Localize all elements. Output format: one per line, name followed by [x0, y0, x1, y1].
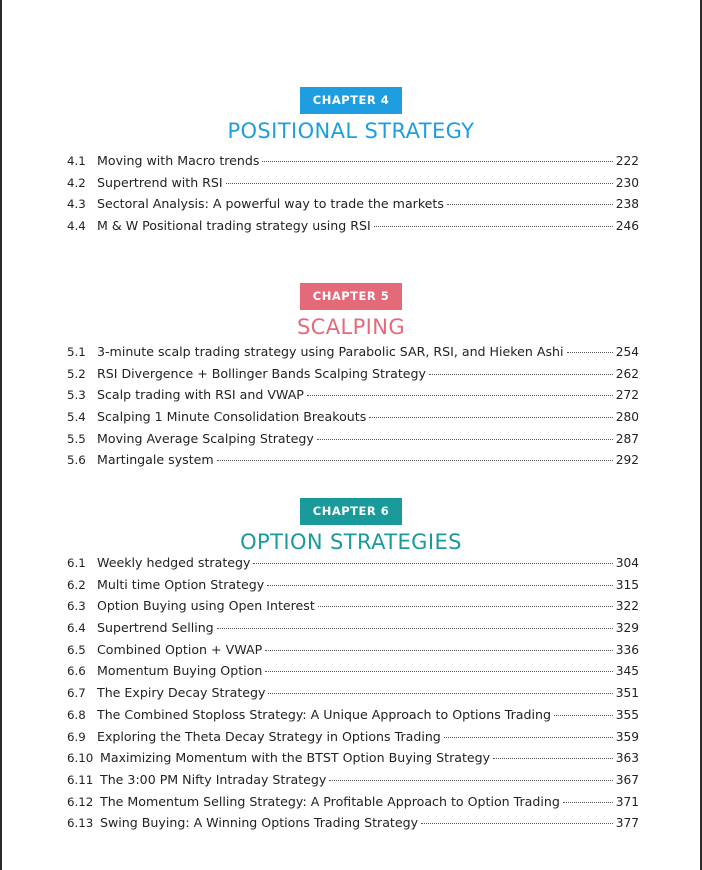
toc-entry-page: 336	[615, 642, 639, 657]
dot-leader	[226, 183, 613, 184]
toc-entry-number: 6.7	[67, 686, 86, 701]
toc-entry-number: 6.8	[67, 707, 86, 722]
toc-entry-number: 6.3	[67, 599, 86, 614]
dot-leader	[374, 226, 613, 227]
toc-entry-title: Weekly hedged strategy	[97, 555, 251, 570]
toc-entry-title: Combined Option + VWAP	[97, 641, 263, 657]
dot-leader	[329, 780, 612, 781]
toc-entry-number: 4.2	[67, 175, 86, 190]
chapter-5-title: SCALPING	[296, 315, 406, 339]
toc-entry-title: Momentum Buying Option	[97, 663, 263, 679]
toc-entry	[67, 750, 639, 772]
dot-leader	[317, 439, 613, 440]
toc-entry-page: 262	[615, 366, 639, 381]
dot-leader	[265, 671, 612, 672]
toc-entry-page: 371	[615, 794, 639, 809]
dot-leader	[444, 737, 613, 738]
chapter-6-title: OPTION STRATEGIES	[240, 530, 462, 554]
toc-entry-number: 6.12	[67, 794, 94, 809]
toc-entry-title: Moving with Macro trends	[97, 153, 260, 168]
toc-entry-number: 4.1	[67, 154, 86, 168]
toc-entry-number: 6.4	[67, 621, 86, 636]
toc-entry-title: The Expiry Decay Strategy	[97, 685, 266, 701]
dot-leader	[217, 628, 613, 629]
toc-entry-number: 4.3	[67, 197, 86, 212]
toc-entry-title: Moving Average Scalping Strategy	[97, 430, 314, 446]
toc-entry-number: 6.9	[67, 729, 86, 744]
toc-entry-page: 315	[615, 577, 639, 592]
dot-leader	[429, 374, 613, 375]
chapter-6-section	[0, 498, 702, 555]
toc-entry-title: Multi time Option Strategy	[97, 576, 265, 592]
dot-leader	[253, 563, 612, 564]
toc-entry-number: 5.3	[67, 388, 86, 403]
toc-entry	[67, 153, 639, 175]
toc-entry-page: 292	[615, 453, 639, 468]
toc-entry-number: 6.10	[67, 751, 94, 766]
toc-entry-page: 280	[615, 410, 639, 425]
dot-leader	[447, 204, 613, 205]
toc-entry-number: 5.4	[67, 410, 86, 425]
dot-leader	[493, 758, 613, 759]
chapter-4-toc	[67, 153, 639, 240]
toc-entry	[67, 642, 639, 664]
toc-entry	[67, 431, 639, 453]
toc-entry-number: 5.1	[67, 345, 86, 359]
toc-entry	[67, 577, 639, 599]
toc-entry-page: 322	[615, 599, 639, 614]
toc-entry-number: 6.6	[67, 664, 86, 679]
toc-entry-page: 304	[615, 556, 639, 570]
toc-entry-title: M & W Positional trading strategy using RSI	[97, 218, 371, 234]
toc-entry	[67, 344, 639, 366]
toc-entry-page: 230	[615, 175, 639, 190]
toc-entry-page: 238	[615, 197, 639, 212]
toc-entry-page: 272	[615, 388, 639, 403]
toc-entry-title: Maximizing Momentum with the BTST Option Buying Strategy	[100, 750, 491, 766]
toc-entry	[67, 729, 639, 751]
toc-entry	[67, 452, 639, 474]
toc-entry-page: 363	[615, 751, 639, 766]
toc-entry	[67, 409, 639, 431]
toc-entry	[67, 663, 639, 685]
chapter-5-section	[0, 283, 702, 340]
toc-entry-page: 351	[615, 686, 639, 701]
dot-leader	[369, 417, 612, 418]
toc-entry	[67, 196, 639, 218]
toc-entry	[67, 218, 639, 240]
toc-entry-title: Scalping 1 Minute Consolidation Breakouts	[97, 409, 367, 425]
toc-entry-number: 5.5	[67, 431, 86, 446]
toc-entry	[67, 387, 639, 409]
toc-entry-title: Option Buying using Open Interest	[97, 598, 315, 614]
toc-entry-page: 355	[615, 707, 639, 722]
dot-leader	[268, 693, 612, 694]
chapter-6-toc	[67, 555, 639, 837]
dot-leader	[567, 352, 613, 353]
chapter-4-title: POSITIONAL STRATEGY	[227, 119, 475, 143]
toc-entry-title: Scalp trading with RSI and VWAP	[97, 387, 304, 403]
toc-entry-page: 359	[615, 729, 639, 744]
toc-entry	[67, 794, 639, 816]
toc-entry-title: Sectoral Analysis: A powerful way to trade the markets	[97, 196, 444, 212]
toc-entry	[67, 598, 639, 620]
toc-entry-number: 6.5	[67, 642, 86, 657]
toc-entry-number: 5.6	[67, 453, 86, 468]
dot-leader	[307, 395, 613, 396]
toc-entry-number: 6.11	[67, 772, 94, 787]
toc-entry-page: 246	[615, 219, 639, 234]
toc-entry-number: 6.13	[67, 816, 94, 831]
dot-leader	[421, 823, 613, 824]
dot-leader	[554, 715, 613, 716]
chapter-4-section	[0, 87, 702, 144]
toc-entry-title: The Momentum Selling Strategy: A Profitable Approach to Option Trading	[100, 793, 560, 809]
toc-entry-page: 329	[615, 621, 639, 636]
toc-entry-page: 287	[615, 431, 639, 446]
toc-entry-page: 254	[615, 345, 639, 359]
dot-leader	[267, 585, 612, 586]
toc-entry	[67, 815, 639, 837]
toc-entry-title: Martingale system	[97, 452, 214, 468]
toc-entry	[67, 772, 639, 794]
chapter-4-badge: CHAPTER 4	[300, 87, 402, 114]
toc-entry	[67, 175, 639, 197]
toc-entry-title: RSI Divergence + Bollinger Bands Scalping Strategy	[97, 365, 426, 381]
toc-entry	[67, 366, 639, 388]
chapter-6-badge: CHAPTER 6	[300, 498, 402, 525]
toc-entry	[67, 707, 639, 729]
dot-leader	[217, 460, 613, 461]
chapter-5-toc	[67, 344, 639, 474]
toc-entry-number: 6.1	[67, 556, 86, 570]
toc-entry-page: 377	[615, 816, 639, 831]
chapter-5-badge: CHAPTER 5	[300, 283, 402, 310]
toc-entry-title: Swing Buying: A Winning Options Trading Strategy	[100, 815, 419, 831]
toc-entry-title: 3-minute scalp trading strategy using Parabolic SAR, RSI, and Hieken Ashi	[97, 344, 564, 359]
toc-entry-title: The 3:00 PM Nifty Intraday Strategy	[100, 771, 327, 787]
toc-entry-number: 4.4	[67, 219, 86, 234]
toc-entry-number: 5.2	[67, 366, 86, 381]
toc-entry-title: The Combined Stoploss Strategy: A Unique Approach to Options Trading	[97, 706, 551, 722]
toc-entry	[67, 555, 639, 577]
dot-leader	[563, 802, 613, 803]
toc-entry-number: 6.2	[67, 577, 86, 592]
toc-entry-title: Supertrend Selling	[97, 620, 214, 636]
toc-entry-page: 367	[615, 772, 639, 787]
toc-entry-page: 222	[615, 154, 639, 168]
dot-leader	[262, 161, 612, 162]
dot-leader	[265, 650, 613, 651]
toc-entry-page: 345	[615, 664, 639, 679]
toc-entry	[67, 685, 639, 707]
toc-entry	[67, 620, 639, 642]
toc-entry-title: Supertrend with RSI	[97, 174, 223, 190]
dot-leader	[318, 606, 613, 607]
toc-entry-title: Exploring the Theta Decay Strategy in Options Trading	[97, 728, 441, 744]
